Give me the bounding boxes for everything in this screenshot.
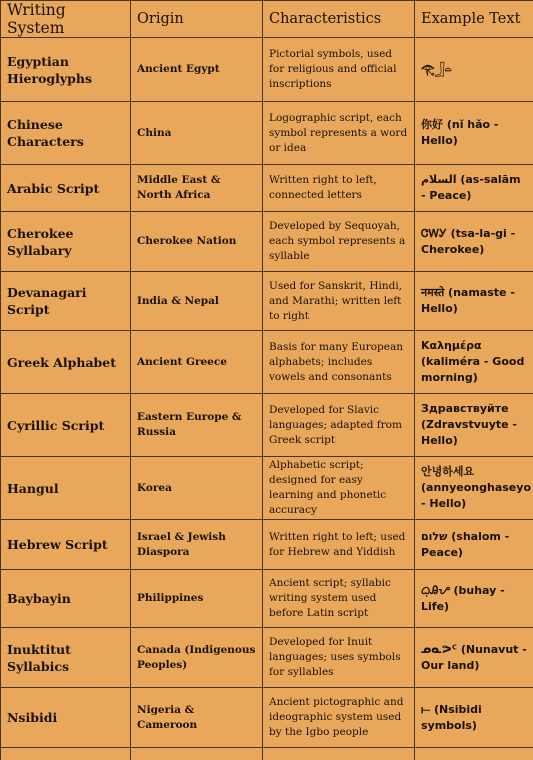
characteristics-cell: Used for Sanskrit, Hindi, and Marathi; written left to right — [263, 272, 415, 331]
table-row-partial — [1, 748, 533, 760]
example-cell: Здравствуйте (Zdravstvuyte - Hello) — [415, 394, 533, 457]
characteristics-cell: Logographic script, each symbol represents a word or idea — [263, 102, 415, 165]
system-cell: Nsibidi — [1, 688, 131, 748]
characteristics-cell: Ancient pictographic and ideographic system used by the Igbo people — [263, 688, 415, 748]
system-cell: Chinese Characters — [1, 102, 131, 165]
system-cell: Inuktitut Syllabics — [1, 628, 131, 688]
system-cell: Cyrillic Script — [1, 394, 131, 457]
header-example-text: Example Text — [415, 1, 533, 38]
origin-cell: Nigeria & Cameroon — [131, 688, 263, 748]
table-row — [1, 457, 533, 520]
table-row — [1, 38, 533, 102]
table-row — [1, 212, 533, 272]
example-cell: 안녕하세요 (annyeonghaseyo - Hello) — [415, 457, 533, 520]
partial-cell — [131, 748, 263, 760]
origin-cell: India & Nepal — [131, 272, 263, 331]
example-cell: Καλημέρα (kaliméra - Good morning) — [415, 331, 533, 394]
partial-cell — [263, 748, 415, 760]
characteristics-cell: Pictorial symbols, used for religious and official inscriptions — [263, 38, 415, 102]
characteristics-cell: Written right to left, connected letters — [263, 165, 415, 212]
system-cell: Cherokee Syllabary — [1, 212, 131, 272]
origin-cell: Canada (Indigenous Peoples) — [131, 628, 263, 688]
system-cell: Egyptian Hieroglyphs — [1, 38, 131, 102]
system-cell: Greek Alphabet — [1, 331, 131, 394]
origin-cell: Korea — [131, 457, 263, 520]
origin-cell: Eastern Europe & Russia — [131, 394, 263, 457]
characteristics-cell: Developed for Slavic languages; adapted from Greek script — [263, 394, 415, 457]
example-cell: שלום (shalom - Peace) — [415, 520, 533, 570]
characteristics-cell: Alphabetic script; designed for easy learning and phonetic accuracy — [263, 457, 415, 520]
table-row — [1, 688, 533, 748]
example-cell: 𓂀𓃀𓏏 — [415, 38, 533, 102]
system-cell: Arabic Script — [1, 165, 131, 212]
example-cell: ᓄᓇᕗᑦ (Nunavut - Our land) — [415, 628, 533, 688]
characteristics-cell: Written right to left; used for Hebrew and Yiddish — [263, 520, 415, 570]
origin-cell: Cherokee Nation — [131, 212, 263, 272]
origin-cell: Ancient Greece — [131, 331, 263, 394]
origin-cell: China — [131, 102, 263, 165]
header-row — [1, 1, 533, 38]
table-row — [1, 331, 533, 394]
example-cell: ᏣᎳᎩ (tsa-la-gi - Cherokee) — [415, 212, 533, 272]
origin-cell: Israel & Jewish Diaspora — [131, 520, 263, 570]
partial-cell — [1, 748, 131, 760]
example-cell: ⟝ (Nsibidi symbols) — [415, 688, 533, 748]
header-characteristics: Characteristics — [263, 1, 415, 38]
table-row — [1, 102, 533, 165]
characteristics-cell: Basis for many European alphabets; includes vowels and consonants — [263, 331, 415, 394]
origin-cell: Ancient Egypt — [131, 38, 263, 102]
example-cell: السلام (as-salām - Peace) — [415, 165, 533, 212]
table-row — [1, 165, 533, 212]
header-origin: Origin — [131, 1, 263, 38]
partial-cell — [415, 748, 533, 760]
header-writing-system: Writing System — [1, 1, 131, 38]
system-cell: Baybayin — [1, 570, 131, 628]
characteristics-cell: Developed by Sequoyah, each symbol represents a syllable — [263, 212, 415, 272]
table-row — [1, 272, 533, 331]
system-cell: Devanagari Script — [1, 272, 131, 331]
example-cell: 你好 (nǐ hǎo - Hello) — [415, 102, 533, 165]
table-row — [1, 628, 533, 688]
table-row — [1, 570, 533, 628]
characteristics-cell: Ancient script; syllabic writing system used before Latin script — [263, 570, 415, 628]
example-cell: ᜊᜓᎯᜌ (buhay - Life) — [415, 570, 533, 628]
system-cell: Hangul — [1, 457, 131, 520]
system-cell: Hebrew Script — [1, 520, 131, 570]
origin-cell: Philippines — [131, 570, 263, 628]
table-row — [1, 520, 533, 570]
characteristics-cell: Developed for Inuit languages; uses symbols for syllables — [263, 628, 415, 688]
origin-cell: Middle East & North Africa — [131, 165, 263, 212]
table-row — [1, 394, 533, 457]
example-cell: नमस्ते (namaste - Hello) — [415, 272, 533, 331]
